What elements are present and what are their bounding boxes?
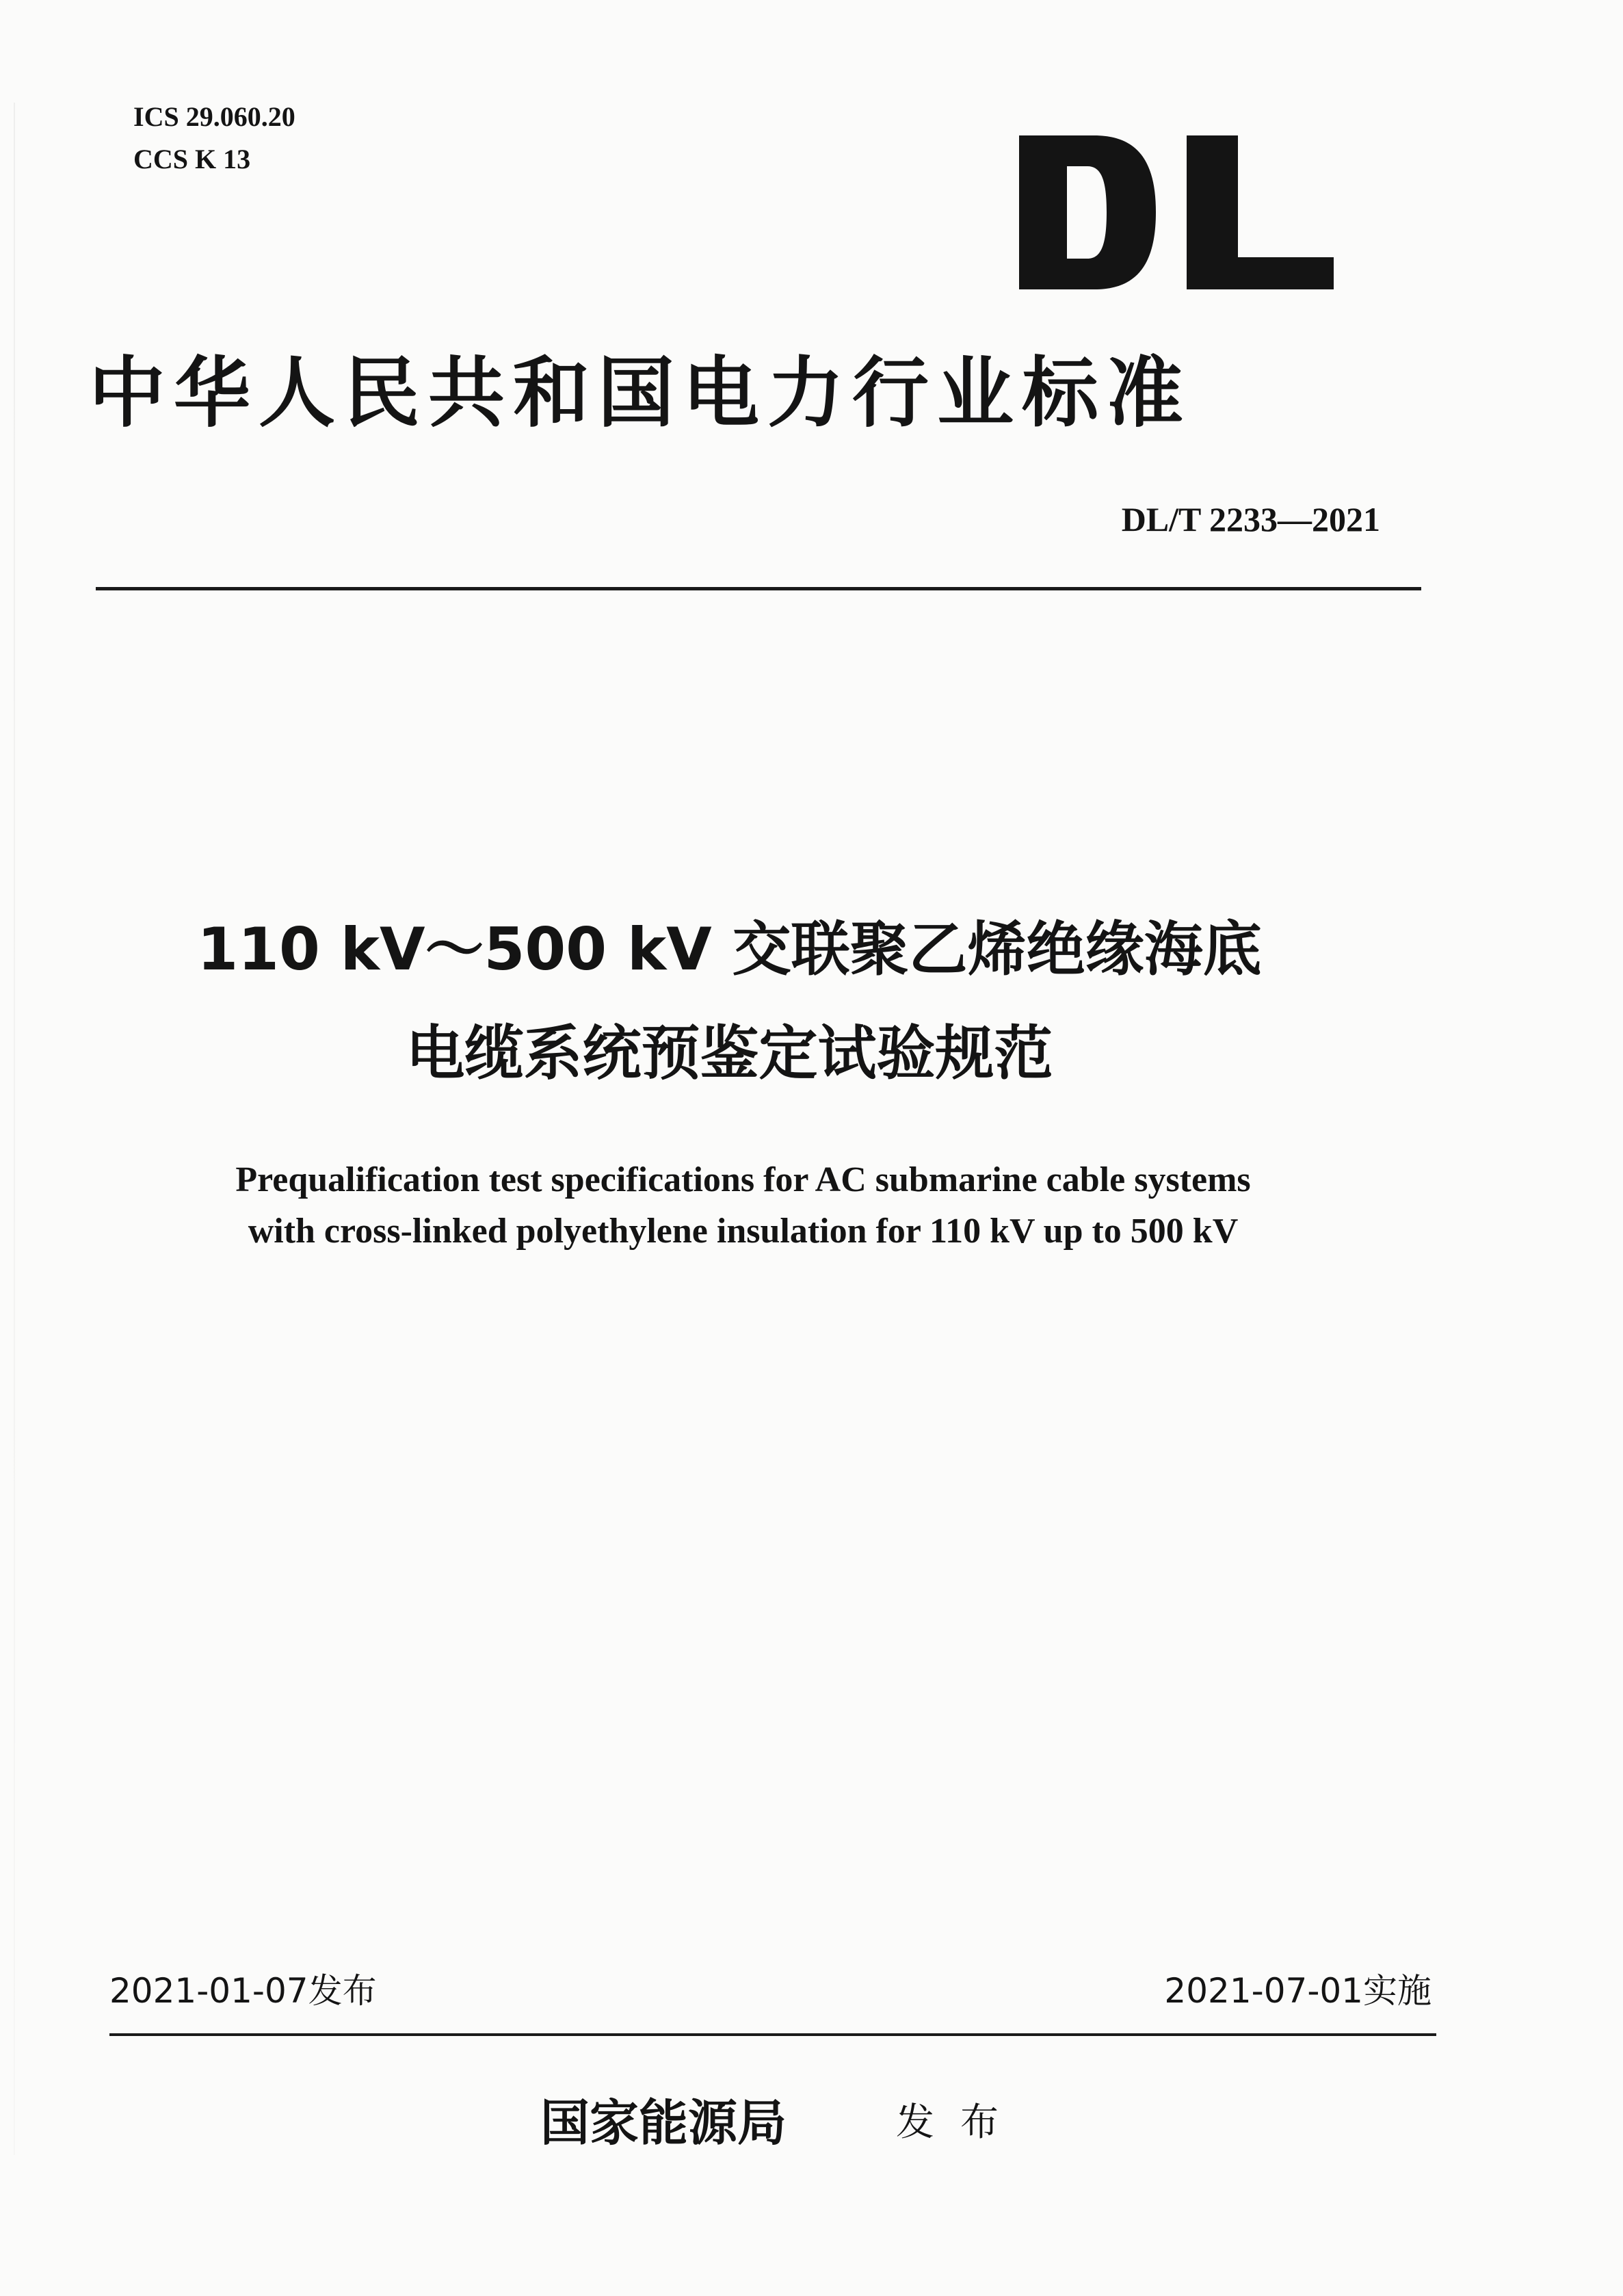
title-en-line-2: with cross-linked polyethylene insulation for 110 kV up to 500 kV	[248, 1212, 1239, 1251]
publisher-name: 国家能源局	[540, 2094, 787, 2152]
dl-logo	[1019, 135, 1334, 289]
dl-logo-letter-l	[1187, 135, 1334, 289]
ics-code: ICS 29.060.20	[133, 101, 295, 132]
standard-category-title: 中华人民共和国电力行业标准	[89, 349, 1191, 438]
implementation-date: 2021-07-01实施	[1164, 1971, 1431, 2011]
title-en-line-1: Prequalification test specifications for AC submarine cable systems	[235, 1160, 1251, 1199]
title-cn-line-1: 110 kV～500 kV 交联聚乙烯绝缘海底	[197, 915, 1262, 984]
bottom-divider	[109, 2033, 1436, 2036]
standard-code: DL/T 2233—2021	[1121, 500, 1380, 538]
top-divider	[96, 587, 1421, 590]
ccs-code: CCS K 13	[133, 144, 251, 174]
publish-label: 发布	[896, 2100, 1025, 2145]
scan-edge	[14, 103, 15, 2155]
title-cn-line-2: 电缆系统预鉴定试验规范	[406, 1019, 1053, 1088]
classification-codes	[133, 96, 295, 181]
dl-logo-letter-d	[1019, 135, 1156, 289]
issue-date: 2021-01-07发布	[109, 1971, 377, 2011]
